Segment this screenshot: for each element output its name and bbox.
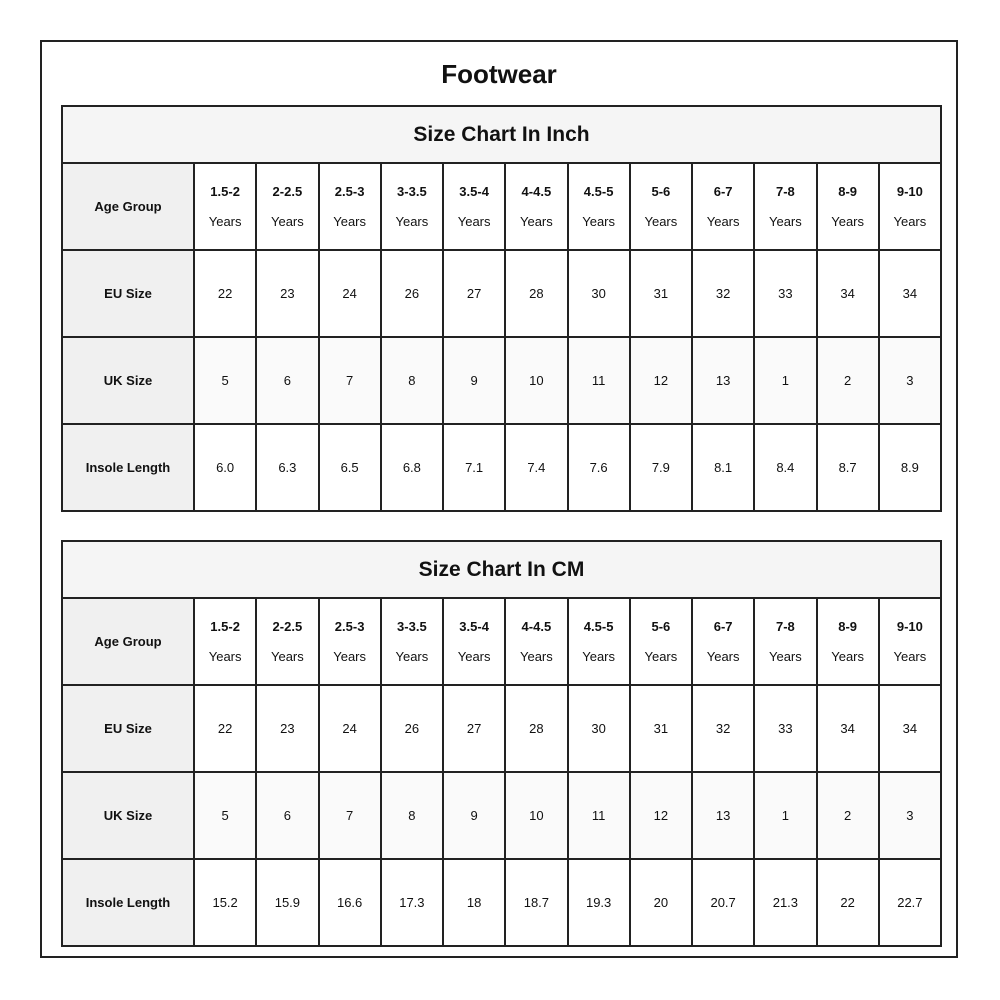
age-range: 4.5-5: [583, 618, 614, 634]
size-chart-cm: [61, 540, 942, 947]
table-cell: 1: [754, 337, 816, 424]
table-cell: 26: [381, 685, 443, 772]
table-cell: 33: [754, 685, 816, 772]
table-cell: 24: [319, 250, 381, 337]
chart-title: Size Chart In Inch: [62, 106, 941, 163]
age-group-cell: [568, 163, 630, 250]
age-group-cell: [381, 163, 443, 250]
age-group-cell: [879, 598, 941, 685]
years-label: Years: [893, 648, 927, 664]
age-range: 3.5-4: [459, 618, 489, 634]
table-cell: 2: [817, 337, 879, 424]
table-cell: 15.9: [256, 859, 318, 946]
age-group-cell: [879, 163, 941, 250]
age-group-cell: [754, 598, 816, 685]
age-range: 2-2.5: [272, 618, 303, 634]
age-group-cell: [256, 163, 318, 250]
age-group-row: [62, 163, 941, 250]
table-cell: 8.7: [817, 424, 879, 511]
years-label: Years: [395, 648, 429, 664]
table-cell: 27: [443, 685, 505, 772]
age-group-cell: [256, 598, 318, 685]
table-cell: 2: [817, 772, 879, 859]
table-cell: 22: [194, 250, 256, 337]
age-range: 3-3.5: [397, 183, 427, 199]
table-cell: 8.4: [754, 424, 816, 511]
age-range: 6-7: [713, 183, 733, 199]
age-group-row: [62, 598, 941, 685]
table-cell: 7: [319, 772, 381, 859]
age-group-cell: [443, 598, 505, 685]
age-range: 4-4.5: [521, 618, 552, 634]
table-cell: 34: [879, 685, 941, 772]
age-range: 2.5-3: [334, 183, 365, 199]
table-cell: 23: [256, 250, 318, 337]
age-range: 5-6: [651, 183, 671, 199]
size-chart-frame: [40, 40, 958, 958]
table-cell: 20: [630, 859, 692, 946]
table-cell: 17.3: [381, 859, 443, 946]
age-group-cell: [754, 163, 816, 250]
age-range: 2.5-3: [334, 618, 365, 634]
age-range: 1.5-2: [210, 183, 240, 199]
age-group-cell: [817, 598, 879, 685]
table-cell: 9: [443, 772, 505, 859]
age-group-cell: [692, 163, 754, 250]
age-range: 9-10: [896, 183, 923, 199]
table-cell: 1: [754, 772, 816, 859]
table-cell: 7.1: [443, 424, 505, 511]
years-label: Years: [457, 648, 491, 664]
years-label: Years: [706, 648, 740, 664]
table-cell: 3: [879, 772, 941, 859]
table-cell: 6.3: [256, 424, 318, 511]
table-cell: 13: [692, 337, 754, 424]
table-cell: 31: [630, 685, 692, 772]
age-range: 8-9: [838, 183, 858, 199]
years-label: Years: [644, 213, 678, 229]
years-label: Years: [208, 648, 242, 664]
table-cell: 7.4: [505, 424, 567, 511]
years-label: Years: [893, 213, 927, 229]
age-range: 3-3.5: [397, 618, 427, 634]
table-cell: 28: [505, 685, 567, 772]
table-cell: 33: [754, 250, 816, 337]
row-label: EU Size: [62, 685, 194, 772]
years-label: Years: [831, 648, 865, 664]
table-cell: 6.5: [319, 424, 381, 511]
age-group-cell: [505, 163, 567, 250]
years-label: Years: [831, 213, 865, 229]
age-group-cell: [381, 598, 443, 685]
table-cell: 20.7: [692, 859, 754, 946]
page-title: Footwear: [441, 59, 557, 89]
table-cell: 6: [256, 337, 318, 424]
table-cell: 8: [381, 772, 443, 859]
years-label: Years: [519, 648, 553, 664]
years-label: Years: [333, 213, 367, 229]
insole-length-row: [62, 424, 941, 511]
age-group-cell: [568, 598, 630, 685]
uk-size-row: [62, 772, 941, 859]
years-label: Years: [768, 648, 802, 664]
table-cell: 5: [194, 772, 256, 859]
table-cell: 6.0: [194, 424, 256, 511]
table-cell: 26: [381, 250, 443, 337]
age-group-cell: [319, 598, 381, 685]
table-cell: 22: [817, 859, 879, 946]
age-group-cell: [194, 163, 256, 250]
table-cell: 32: [692, 250, 754, 337]
row-label: Age Group: [62, 598, 194, 685]
years-label: Years: [768, 213, 802, 229]
uk-size-row: [62, 337, 941, 424]
table-cell: 13: [692, 772, 754, 859]
table-cell: 3: [879, 337, 941, 424]
row-label: Insole Length: [62, 859, 194, 946]
eu-size-row: [62, 250, 941, 337]
years-label: Years: [644, 648, 678, 664]
size-chart-inch: [61, 105, 942, 512]
table-cell: 16.6: [319, 859, 381, 946]
table-cell: 6: [256, 772, 318, 859]
age-group-cell: [692, 598, 754, 685]
age-range: 7-8: [775, 183, 795, 199]
table-cell: 12: [630, 772, 692, 859]
years-label: Years: [519, 213, 553, 229]
table-cell: 7.9: [630, 424, 692, 511]
table-cell: 5: [194, 337, 256, 424]
table-cell: 8.9: [879, 424, 941, 511]
table-cell: 7.6: [568, 424, 630, 511]
age-range: 1.5-2: [210, 618, 240, 634]
table-cell: 8: [381, 337, 443, 424]
age-range: 4-4.5: [521, 183, 552, 199]
years-label: Years: [395, 213, 429, 229]
age-group-cell: [817, 163, 879, 250]
row-label: UK Size: [62, 337, 194, 424]
table-cell: 30: [568, 685, 630, 772]
table-cell: 6.8: [381, 424, 443, 511]
row-label: Insole Length: [62, 424, 194, 511]
table-cell: 34: [817, 685, 879, 772]
age-range: 6-7: [713, 618, 733, 634]
age-range: 5-6: [651, 618, 671, 634]
years-label: Years: [208, 213, 242, 229]
years-label: Years: [457, 213, 491, 229]
row-label: Age Group: [62, 163, 194, 250]
table-cell: 7: [319, 337, 381, 424]
table-cell: 9: [443, 337, 505, 424]
row-label: EU Size: [62, 250, 194, 337]
table-cell: 15.2: [194, 859, 256, 946]
years-label: Years: [706, 213, 740, 229]
years-label: Years: [582, 213, 616, 229]
age-group-cell: [630, 598, 692, 685]
table-cell: 28: [505, 250, 567, 337]
table-cell: 11: [568, 337, 630, 424]
age-range: 8-9: [838, 618, 858, 634]
chart-title: Size Chart In CM: [62, 541, 941, 598]
age-range: 7-8: [775, 618, 795, 634]
years-label: Years: [270, 648, 304, 664]
table-cell: 32: [692, 685, 754, 772]
age-range: 2-2.5: [272, 183, 303, 199]
age-range: 3.5-4: [459, 183, 489, 199]
table-cell: 24: [319, 685, 381, 772]
age-group-cell: [319, 163, 381, 250]
table-cell: 8.1: [692, 424, 754, 511]
table-cell: 31: [630, 250, 692, 337]
age-group-cell: [443, 163, 505, 250]
years-label: Years: [582, 648, 616, 664]
table-cell: 22: [194, 685, 256, 772]
table-cell: 21.3: [754, 859, 816, 946]
table-cell: 12: [630, 337, 692, 424]
table-cell: 22.7: [879, 859, 941, 946]
table-cell: 18.7: [505, 859, 567, 946]
table-cell: 34: [817, 250, 879, 337]
table-cell: 34: [879, 250, 941, 337]
age-group-cell: [630, 163, 692, 250]
age-range: 4.5-5: [583, 183, 614, 199]
years-label: Years: [333, 648, 367, 664]
table-cell: 30: [568, 250, 630, 337]
eu-size-row: [62, 685, 941, 772]
table-cell: 19.3: [568, 859, 630, 946]
age-group-cell: [505, 598, 567, 685]
age-range: 9-10: [896, 618, 923, 634]
age-group-cell: [194, 598, 256, 685]
row-label: UK Size: [62, 772, 194, 859]
insole-length-row: [62, 859, 941, 946]
table-cell: 27: [443, 250, 505, 337]
table-cell: 10: [505, 337, 567, 424]
table-cell: 18: [443, 859, 505, 946]
table-cell: 10: [505, 772, 567, 859]
years-label: Years: [270, 213, 304, 229]
table-cell: 11: [568, 772, 630, 859]
table-cell: 23: [256, 685, 318, 772]
